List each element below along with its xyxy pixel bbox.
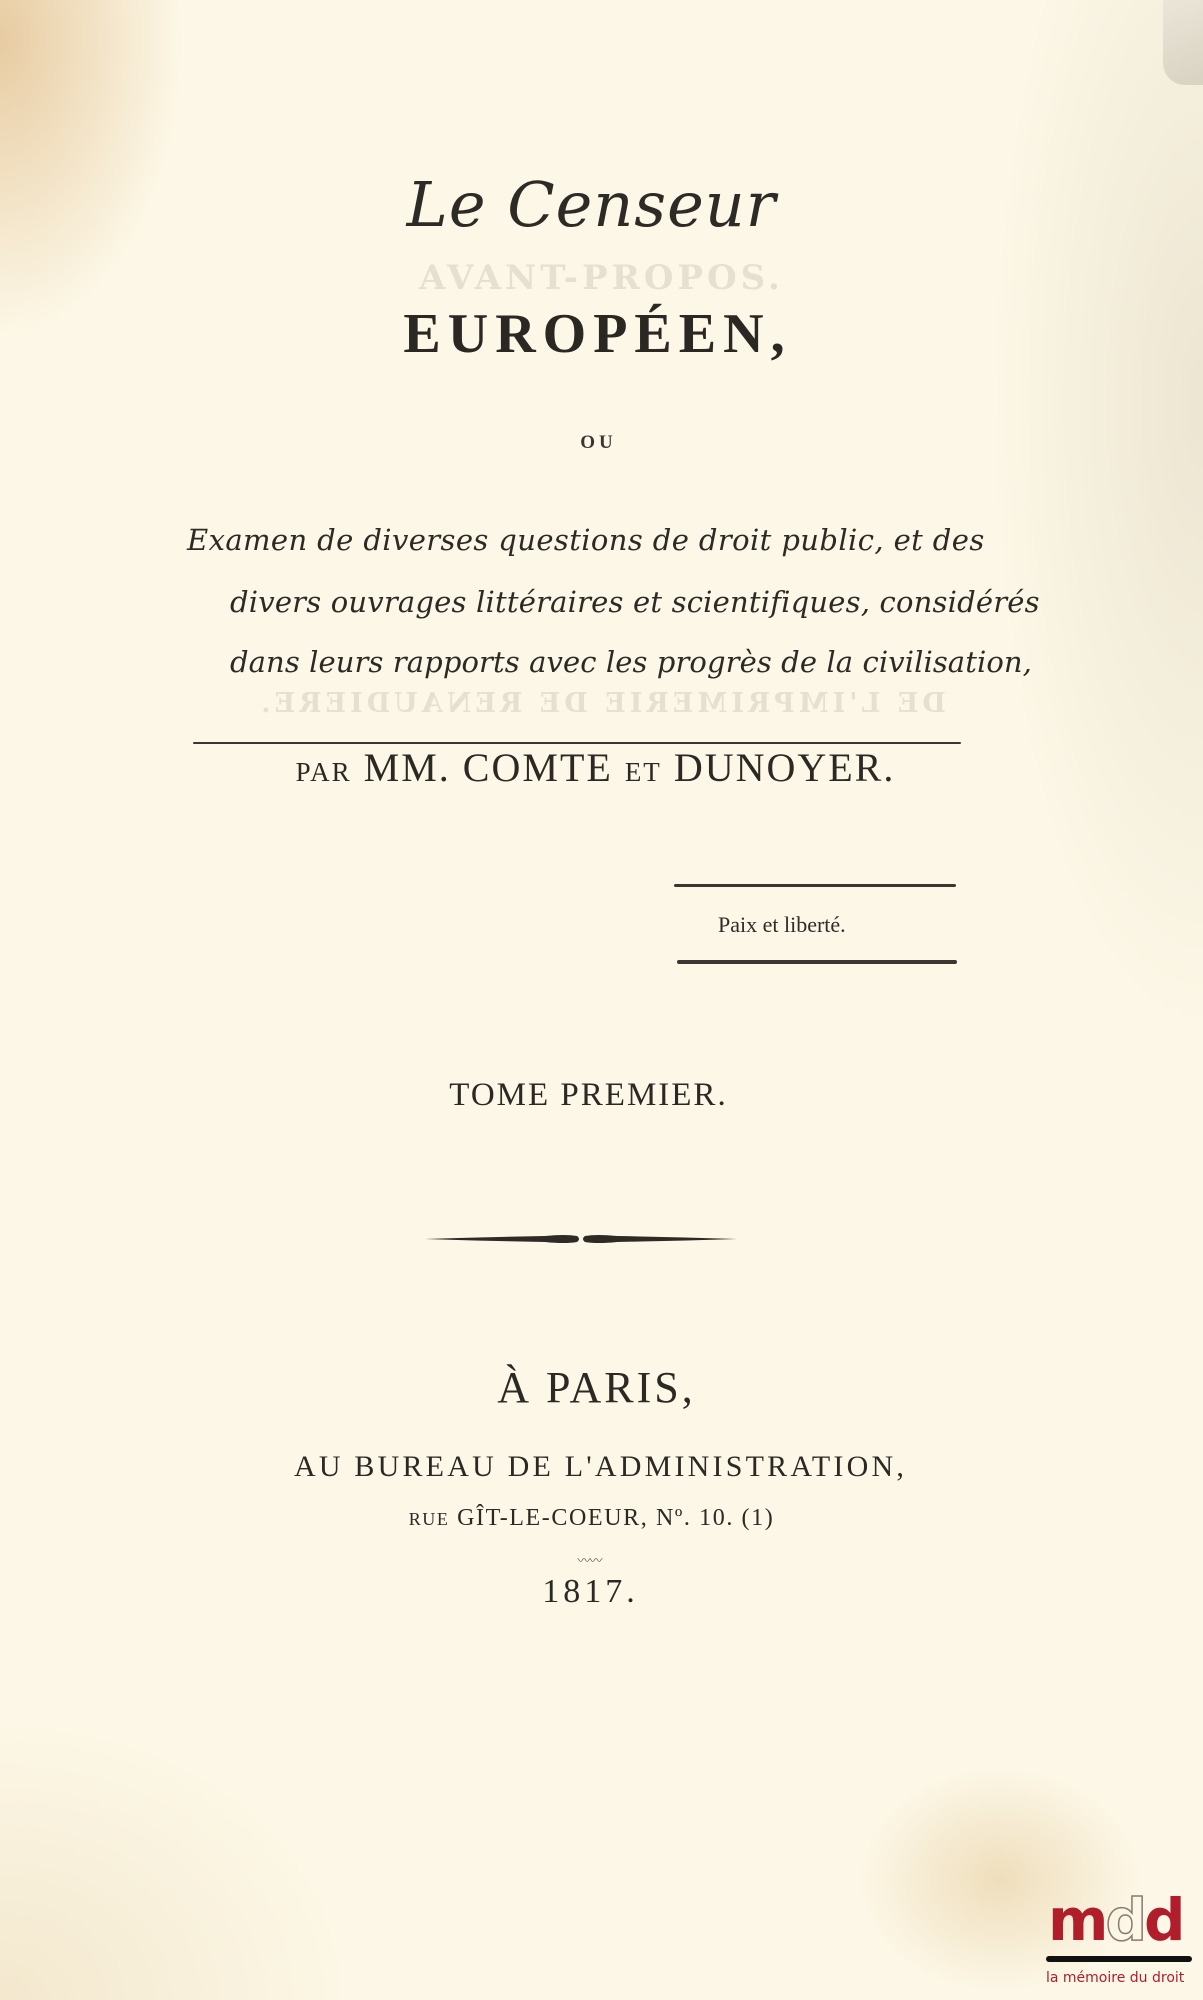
conjunction: OU bbox=[580, 432, 617, 453]
street-prefix: RUE bbox=[408, 1509, 450, 1529]
imprint-city: À PARIS, bbox=[497, 1363, 696, 1412]
script-title: Le Censeur bbox=[406, 168, 777, 241]
fleuron-ornament-icon bbox=[425, 1232, 737, 1246]
imprint-publisher: AU BUREAU DE L'ADMINISTRATION, bbox=[293, 1450, 908, 1483]
torn-corner bbox=[1163, 0, 1203, 85]
imprint-address bbox=[0, 1505, 1203, 1532]
street-name: GÎT-LE-COEUR, bbox=[457, 1505, 649, 1531]
bleed-through-imprint: DE L'IMPRIMERIE DE RENAUDIERE. bbox=[257, 688, 946, 719]
wavy-divider-icon: 〰〰 bbox=[577, 1554, 602, 1569]
logo-underline bbox=[1046, 1956, 1192, 1962]
street-number: Nº. 10. (1) bbox=[655, 1505, 775, 1531]
motto: Paix et liberté. bbox=[718, 912, 846, 937]
logo-letter-m: m bbox=[1048, 1886, 1106, 1954]
subtitle-line-3: dans leurs rapports avec les progrès de la civilisation, bbox=[230, 645, 1032, 679]
rule-below-motto bbox=[677, 960, 957, 964]
subtitle-line-1: Examen de diverses questions de droit public, et des bbox=[187, 523, 985, 557]
authors-par: PAR bbox=[295, 757, 352, 787]
subtitle-line-2: divers ouvrages littéraires et scientifiques, considérés bbox=[230, 585, 1040, 619]
authors-line bbox=[0, 744, 1203, 791]
bleed-through-heading: AVANT-PROPOS. bbox=[419, 258, 784, 298]
logo-letter-d-hollow: d bbox=[1105, 1886, 1144, 1954]
logo-tagline: la mémoire du droit bbox=[1046, 1970, 1185, 1986]
publication-year: 1817. bbox=[542, 1573, 639, 1610]
volume-label: TOME PREMIER. bbox=[449, 1077, 728, 1113]
mdd-logo bbox=[1040, 1886, 1200, 1995]
authors-names-1: MM. COMTE bbox=[363, 745, 613, 790]
main-title: EUROPÉEN, bbox=[403, 303, 792, 365]
authors-et: ET bbox=[624, 757, 662, 787]
mdd-logo-mark bbox=[1040, 1886, 1200, 1954]
authors-names-2: DUNOYER. bbox=[673, 745, 896, 790]
logo-letter-d: d bbox=[1143, 1886, 1183, 1954]
rule-above-motto bbox=[674, 884, 956, 887]
